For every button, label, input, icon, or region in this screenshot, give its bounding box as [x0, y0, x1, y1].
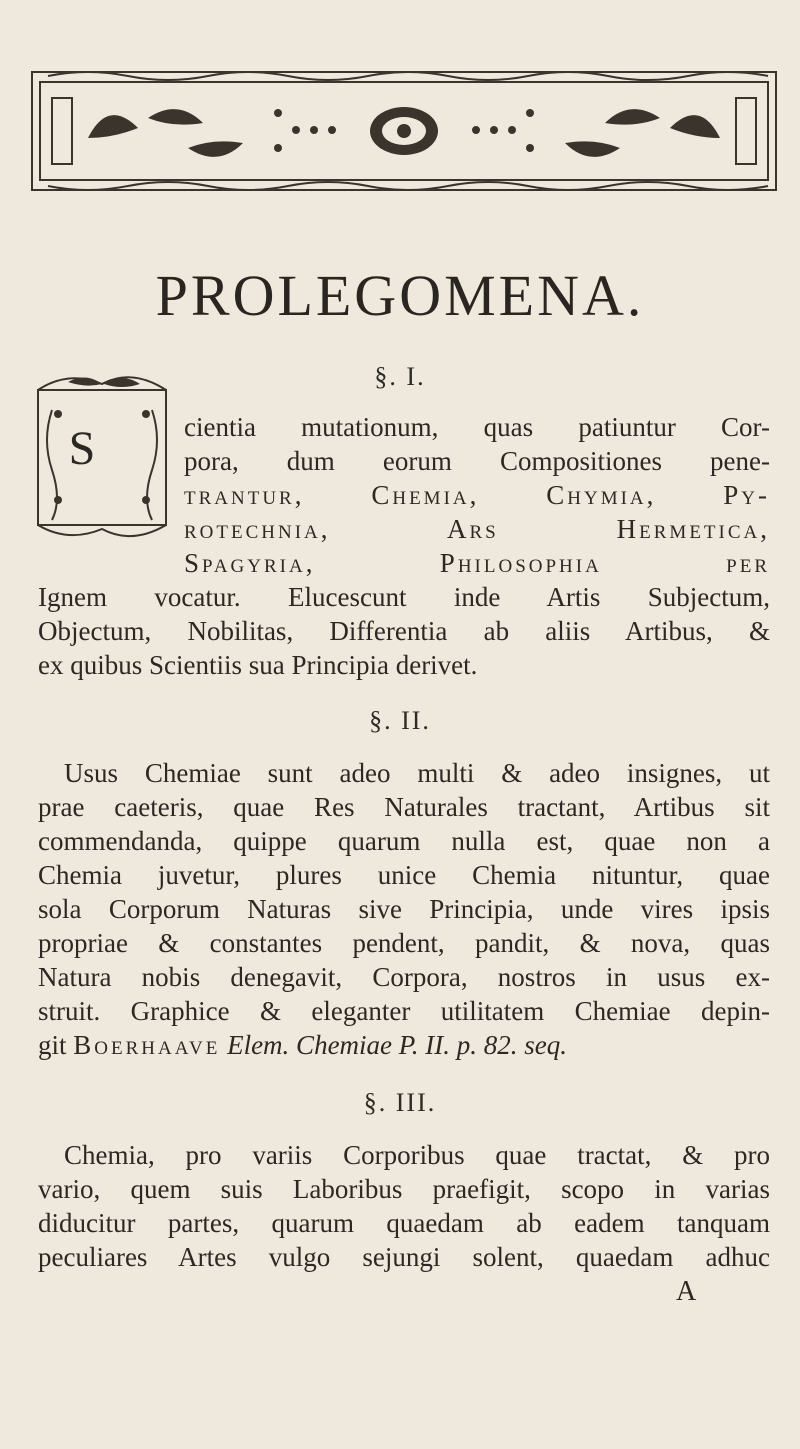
- section-mark-1: §. I.: [374, 362, 426, 391]
- text-line: Usus Chemiae sunt adeo multi & adeo insignes, ut: [64, 758, 770, 788]
- text-line: trantur, Chemia, Chymia, Py-: [184, 480, 770, 510]
- text-line: Chemia juvetur, plures unice Chemia nituntur, quae: [38, 860, 770, 890]
- page-title: PROLEGOMENA.: [155, 263, 645, 328]
- text-line: Objectum, Nobilitas, Differentia ab aliis Artibus, &: [38, 616, 770, 646]
- section-mark-2: §. II.: [369, 706, 431, 735]
- text-line: struit. Graphice & eleganter utilitatem Chemiae depin-: [38, 996, 770, 1026]
- text-line: Natura nobis denegavit, Corpora, nostros in usus ex-: [38, 962, 770, 992]
- floral-headpiece-ornament: [28, 68, 780, 194]
- text-line: propriae & constantes pendent, pandit, & nova, quas: [38, 928, 770, 958]
- section-mark-3: §. III.: [363, 1088, 437, 1117]
- text-fragment: git: [38, 1030, 74, 1060]
- text-line-reference: [38, 1032, 567, 1059]
- author-name: Boerhaave: [73, 1030, 221, 1060]
- text-line: cientia mutationum, quas patiuntur Cor-: [184, 412, 770, 442]
- text-line: rotechnia, Ars Hermetica,: [184, 514, 770, 544]
- text-line: ex quibus Scientiis sua Principia derivet.: [38, 650, 478, 680]
- text-line: sola Corporum Naturas sive Principia, unde vires ipsis: [38, 894, 770, 924]
- text-line: peculiares Artes vulgo sejungi solent, quaedam adhuc: [38, 1242, 770, 1272]
- citation: Elem. Chemiae P. II. p. 82. seq.: [227, 1030, 568, 1060]
- signature-mark: A: [676, 1276, 697, 1307]
- text-line: diducitur partes, quarum quaedam ab eadem tanquam: [38, 1208, 770, 1238]
- text-line: Chemia, pro variis Corporibus quae tractat, & pro: [64, 1140, 770, 1170]
- text-line: vario, quem suis Laboribus praefigit, scopo in varias: [38, 1174, 770, 1204]
- initial-letter: S: [68, 422, 96, 475]
- text-line: Ignem vocatur. Elucescunt inde Artis Subjectum,: [38, 582, 770, 612]
- text-line: commendanda, quippe quarum nulla est, quae non a: [38, 826, 770, 856]
- text-line: prae caeteris, quae Res Naturales tractant, Artibus sit: [38, 792, 770, 822]
- text-line: pora, dum eorum Compositiones pene-: [184, 446, 770, 476]
- text-line: Spagyria, Philosophia per: [184, 548, 770, 578]
